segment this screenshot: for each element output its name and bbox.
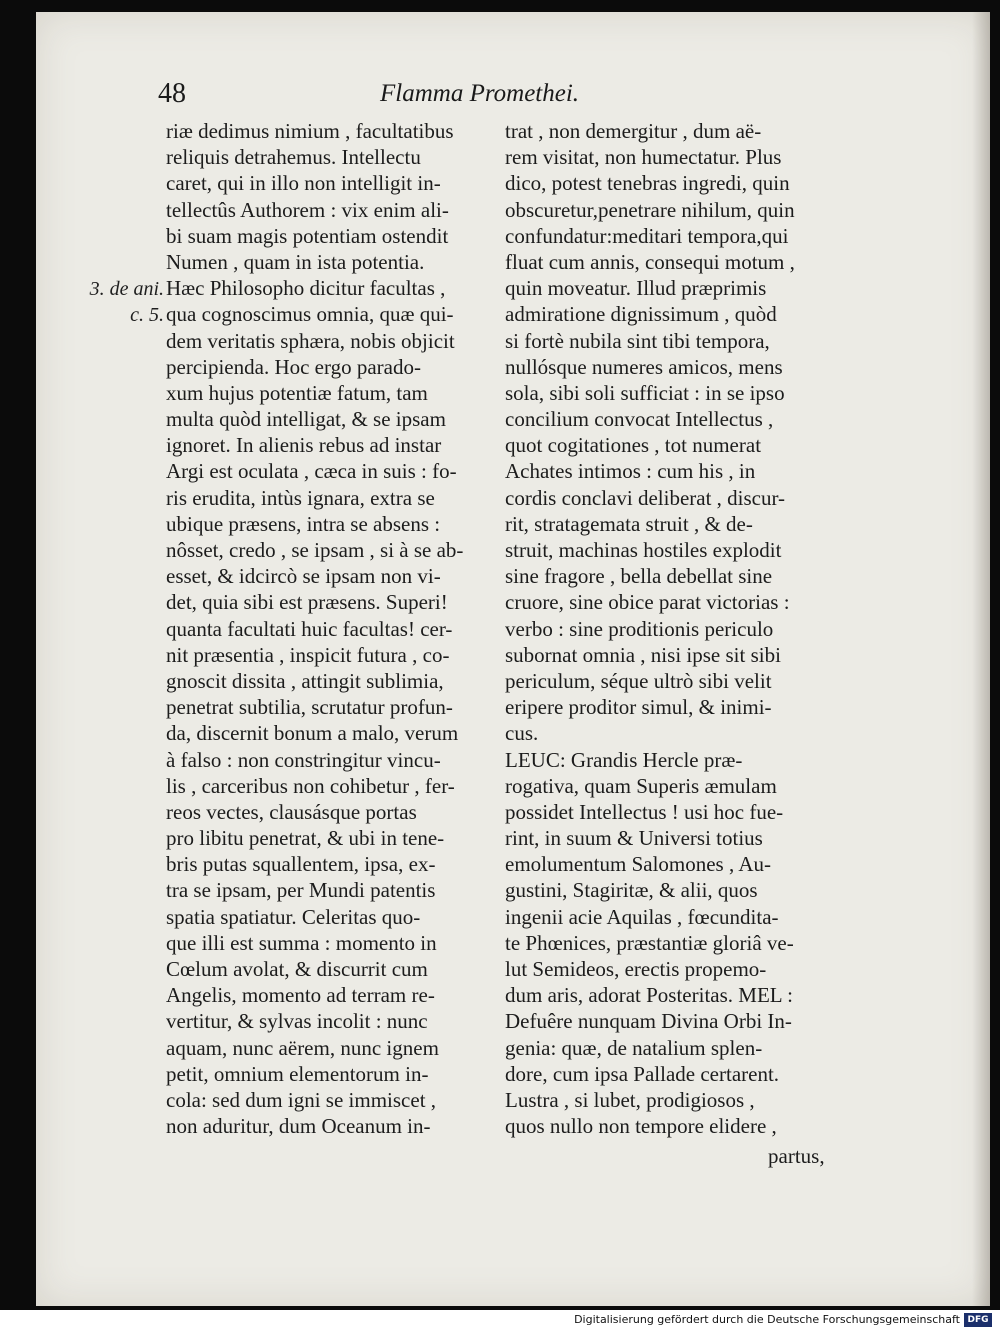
text-line: cola: sed dum igni se immiscet ,	[166, 1087, 437, 1112]
text-line: obscuretur,penetrare nihilum, quin	[505, 197, 795, 222]
text-line: Angelis, momento ad terram re-	[166, 983, 435, 1008]
text-line: quot cogitationes , tot numerat	[505, 433, 762, 458]
text-line: cus.	[505, 721, 539, 746]
text-line: vertitur, & sylvas incolit : nunc	[166, 1009, 428, 1034]
text-line: caret, qui in illo non intelligit in-	[166, 171, 441, 196]
catchword: partus,	[768, 1144, 825, 1168]
text-line: emolumentum Salomones , Au-	[505, 852, 771, 877]
text-line: quos nullo non tempore elidere ,	[505, 1114, 777, 1139]
text-line: LEUC: Grandis Hercle præ-	[505, 747, 743, 772]
text-line: gnoscit dissita , attingit sublimia,	[166, 668, 444, 693]
text-line: riæ dedimus nimium , facultatibus	[166, 119, 454, 143]
text-line: dico, potest tenebras ingredi, quin	[505, 171, 790, 196]
text-line: rint, in suum & Universi totius	[505, 826, 763, 851]
text-line: tellectûs Authorem : vix enim ali-	[166, 197, 449, 222]
text-line: quin moveatur. Illud præprimis	[505, 276, 767, 301]
text-line: ingenii acie Aquilas , fœcundita-	[505, 904, 779, 929]
text-line: det, quia sibi est præsens. Superi!	[166, 590, 448, 615]
text-line: rogativa, quam Superis æmulam	[505, 773, 777, 798]
text-line: dem veritatis sphæra, nobis objicit	[166, 328, 455, 353]
text-line: bris putas squallentem, ipsa, ex-	[166, 852, 436, 877]
running-title: Flamma Promethei.	[380, 80, 580, 107]
text-line: bi suam magis potentiam ostendit	[166, 223, 449, 248]
text-line: dum aris, adorat Posteritas. MEL :	[505, 983, 793, 1008]
text-line: reliquis detrahemus. Intellectu	[166, 145, 421, 170]
text-line: à falso : non constringitur vincu-	[166, 747, 441, 772]
text-line: tra se ipsam, per Mundi patentis	[166, 878, 436, 903]
text-line: percipienda. Hoc ergo parado-	[166, 354, 421, 379]
left-text-column	[166, 118, 496, 1139]
text-line: xum hujus potentiæ fatum, tam	[166, 380, 428, 405]
text-line: da, discernit bonum a malo, verum	[166, 721, 459, 746]
text-line: possidet Intellectus ! usi hoc fue-	[505, 799, 784, 824]
text-line: spatia spatiatur. Celeritas quo-	[166, 904, 421, 929]
text-line: qua cognoscimus omnia, quæ qui-	[166, 302, 454, 327]
text-line: Hæc Philosopho dicitur facultas ,	[166, 276, 446, 301]
dfg-logo: DFG	[964, 1313, 992, 1327]
text-line: cordis conclavi deliberat , discur-	[505, 485, 786, 510]
text-line: ignoret. In alienis rebus ad instar	[166, 433, 442, 458]
page-edge-shadow	[972, 12, 990, 1306]
text-line: reos vectes, clausásque portas	[166, 799, 417, 824]
text-line: petit, omnium elementorum in-	[166, 1061, 429, 1086]
page-number: 48	[158, 78, 186, 109]
text-line: ubique præsens, intra se absens :	[166, 511, 441, 536]
text-line: nullósque numeres amicos, mens	[505, 354, 783, 379]
text-line: gustini, Stagiritæ, & alii, quos	[505, 878, 758, 903]
text-line: si fortè nubila sint tibi tempora,	[505, 328, 770, 353]
footer-credit: Digitalisierung gefördert durch die Deutsche Forschungsgemeinschaft	[574, 1313, 960, 1326]
text-line: lut Semideos, erectis propemo-	[505, 957, 767, 981]
text-line: quanta facultati huic facultas! cer-	[166, 616, 453, 641]
text-line: rit, stratagemata struit , & de-	[505, 511, 753, 536]
digitization-footer	[0, 1310, 1000, 1331]
text-line: cruore, sine obice parat victorias :	[505, 590, 790, 615]
text-line: sola, sibi soli sufficiat : in se ipso	[505, 380, 785, 405]
text-line: Argi est oculata , cæca in suis : fo-	[166, 459, 457, 484]
text-line: dore, cum ipsa Pallade certarent.	[505, 1061, 780, 1086]
text-line: que illi est summa : momento in	[166, 930, 437, 955]
text-line: concilium convocat Intellectus ,	[505, 407, 774, 432]
text-line: nit præsentia , inspicit futura , co-	[166, 642, 450, 667]
text-line: periculum, séque ultrò sibi velit	[505, 668, 772, 693]
page-header	[158, 78, 778, 118]
text-line: penetrat subtilia, scrutatur profun-	[166, 695, 453, 720]
text-line: rem visitat, non humectatur. Plus	[505, 145, 782, 170]
text-line: struit, machinas hostiles explodit	[505, 538, 782, 562]
text-line: Lustra , si lubet, prodigiosos ,	[505, 1087, 755, 1112]
text-line: non aduritur, dum Oceanum in-	[166, 1114, 431, 1139]
text-line: Numen , quam in ista potentia.	[166, 249, 425, 274]
margin-note-line: 3. de ani.	[89, 278, 164, 300]
text-line: subornat omnia , nisi ipse sit sibi	[505, 642, 781, 667]
text-line: ris erudita, intùs ignara, extra se	[166, 485, 435, 510]
text-line: eripere proditor simul, & inimi-	[505, 695, 772, 720]
text-line: pro libitu penetrat, & ubi in tene-	[166, 826, 445, 851]
right-text-column	[505, 118, 877, 1139]
text-line: verbo : sine proditionis periculo	[505, 616, 774, 641]
text-line: te Phœnices, præstantiæ gloriâ ve-	[505, 930, 794, 955]
text-line: fluat cum annis, consequi motum ,	[505, 249, 795, 274]
text-line: nôsset, credo , se ipsam , si à se ab-	[166, 538, 464, 562]
text-line: admiratione dignissimum , quòd	[505, 302, 777, 327]
text-line: Defuêre nunquam Divina Orbi In-	[505, 1009, 792, 1034]
text-line: multa quòd intelligat, & se ipsam	[166, 407, 446, 432]
text-line: trat , non demergitur , dum aë-	[505, 119, 762, 143]
text-line: aquam, nunc aërem, nunc ignem	[166, 1035, 439, 1060]
text-line: sine fragore , bella debellat sine	[505, 564, 773, 589]
text-line: genia: quæ, de natalium splen-	[505, 1035, 763, 1060]
text-line: Achates intimos : cum his , in	[505, 459, 756, 484]
margin-note-line: c. 5.	[130, 304, 164, 327]
text-line: esset, & idcircò se ipsam non vi-	[166, 564, 441, 589]
margin-note	[74, 276, 164, 328]
text-line: Cœlum avolat, & discurrit cum	[166, 957, 428, 981]
text-line: confundatur:meditari tempora,qui	[505, 223, 789, 248]
text-line: lis , carceribus non cohibetur , fer-	[166, 773, 455, 798]
